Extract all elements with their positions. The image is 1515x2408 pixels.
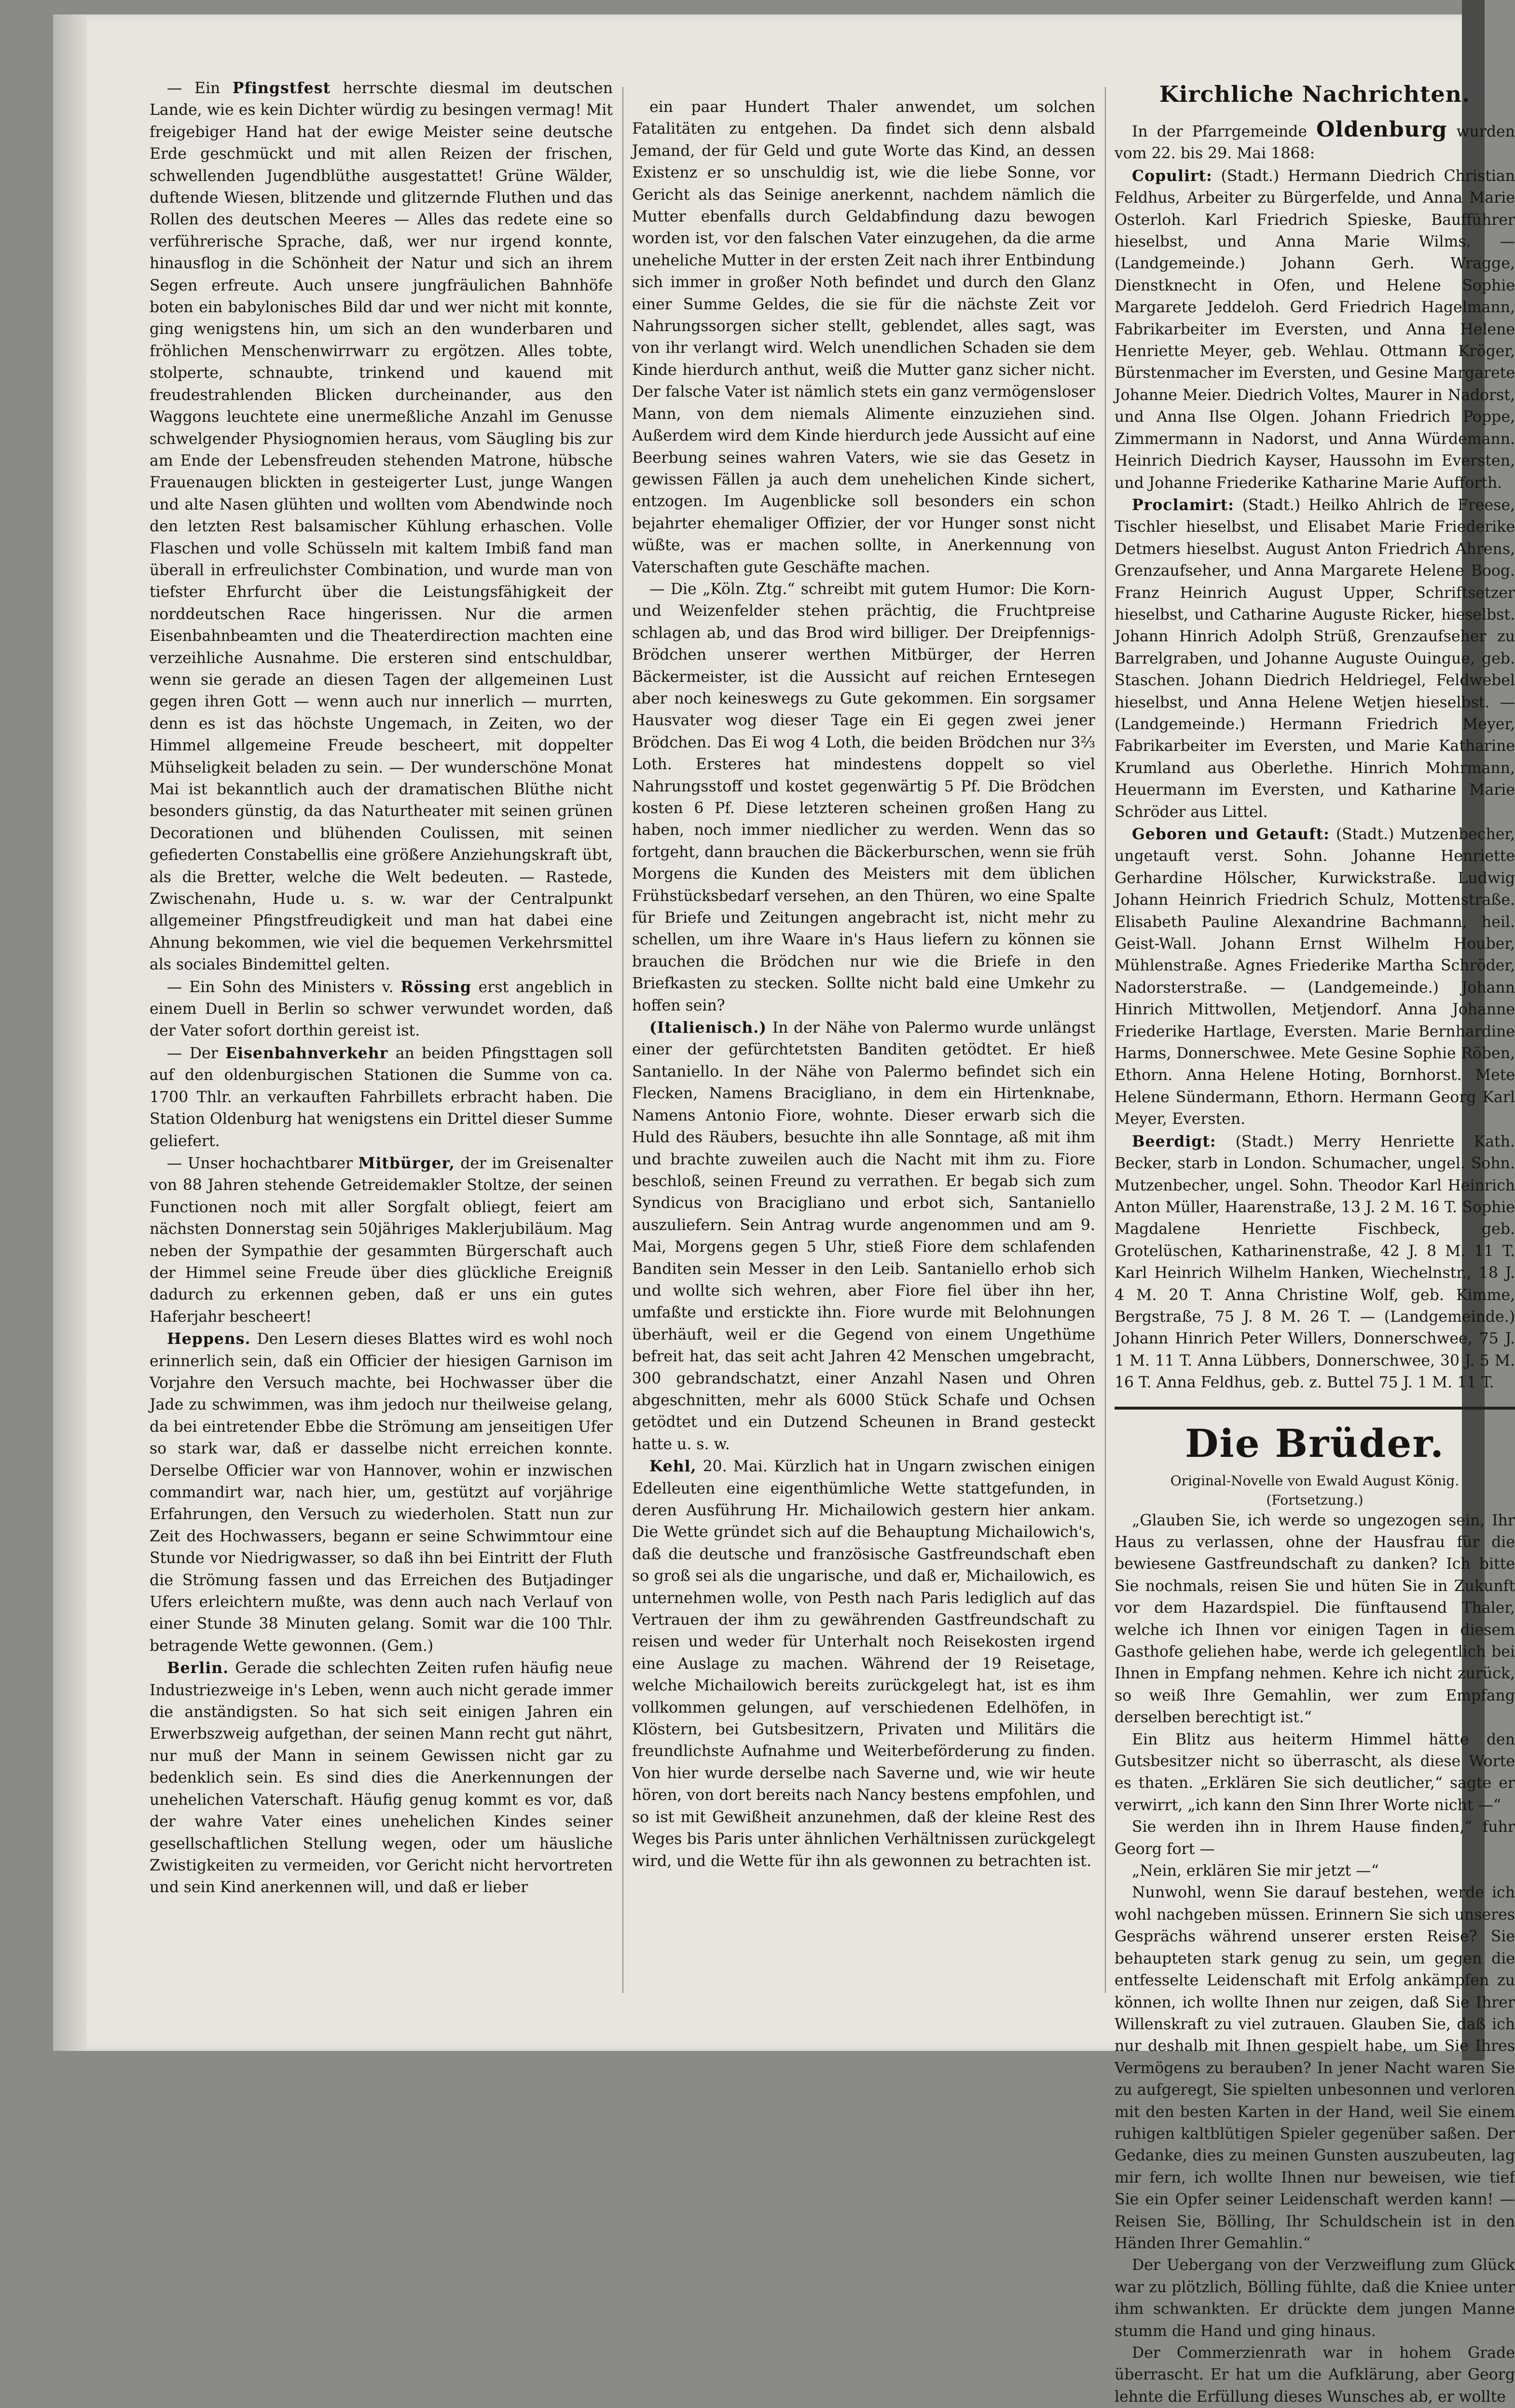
record-label: Copulirt: xyxy=(1132,166,1212,185)
article-keyword: Eisenbahnverkehr xyxy=(225,1044,388,1062)
article-keyword: Pfingstfest xyxy=(232,79,331,97)
novel-paragraph: Ein Blitz aus heiterm Himmel hätte den Gutsbesitzer nicht so überrascht, als diese Worte es thaten. „Erklären Sie sich deutlicher,“ sagte er verwirrt, „ich kann den Sinn Ihrer Worte nicht —“ xyxy=(1115,1730,1515,1814)
section-heading-church-news: Kirchliche Nachrichten. xyxy=(1159,81,1471,107)
article-text: 20. Mai. Kürzlich hat in Ungarn zwischen einigen Edelleuten eine eigenthümliche Wette stattgefunden, in deren Ausführung Hr. Michailowich gestern hier ankam. Die Wette gründet sich auf die Behauptung Michailowich's, daß die deutsche und französische Gastfreundschaft eben so groß sei als die ungarische, und daß er, Michailowich, es unternehmen wolle, von Pesth nach Paris lediglich auf das Vertrauen der ihm zu gewährenden Gastfreundschaft zu reisen und weder für Unterhalt noch Reisekosten irgend eine Auslage zu machen. Während der 19 Reisetage, welche Michailowich bereits zurückgelegt hat, ist es ihm vollkommen gelungen, auf verschiedenen Edelhöfen, in Klöstern, bei Gutsbesitzern, Privaten und Militärs die freundlichste Aufnahme und Weiterbeförderung zu finden. Von hier wurde derselbe nach Saverne und, wie wir heute hören, von dort bereits nach Nancy bestens empfohlen, und so ist mit Gewißheit anzunehmen, daß der kleine Rest des Weges bis Paris unter ähnlichen Verhältnissen zurückgelegt wird, und die Wette für ihn als gewonnen zu betrachten ist. xyxy=(632,1458,1095,1870)
newspaper-page xyxy=(53,14,1515,2406)
column-church-news xyxy=(1115,77,1515,2406)
church-record-entry xyxy=(1115,494,1515,823)
article-keyword: Berlin. xyxy=(167,1659,229,1677)
article-keyword: Kehl, xyxy=(649,1457,697,1476)
column-rule xyxy=(1105,87,1106,1993)
article-text: schreibt mit gutem Humor: Die Korn- und Weizenfelder stehen prächtig, die Fruchtpreise schlagen ab, und das Brod wird billiger. Der Dreipfennigs-Brödchen unserer werthen Mitbürger, der Herren Bäckermeister, ist die Aussicht auf reichen Erntesegen aber noch keineswegs zu Gute gekommen. Ein sorgsamer Hausvater wog dieser Tage ein Ei gegen zwei jener Brödchen. Das Ei wog 4 Loth, die beiden Brödchen nur 3⅔ Loth. Ersteres hat mindestens doppelt so viel Nahrungsstoff und kostet gegenwärtig 5 Pf. Die Brödchen kosten 6 Pf. Diese letzteren scheinen großen Hang zu haben, noch immer niedlicher zu werden. Wenn das so fortgeht, dann brauchen die Bäckerburschen, wenn sie früh Morgens die Kunden des Meisters mit dem üblichen Frühstücksbedarf versehen, an den Thüren, wo eine Spalte für Briefe und Zeitungen angebracht ist, nicht mehr zu schellen, um ihre Waare in's Haus liefern zu können sie brauchen die Brödchen nur wie die Briefe in den Briefkasten zu stecken. Sollte nicht bald eine Umkehr zu hoffen sein? xyxy=(632,580,1096,1014)
article-lead: — Unser hochachtbarer xyxy=(167,1154,353,1172)
place-name: Oldenburg xyxy=(1316,117,1447,142)
article-lead: — Der xyxy=(167,1044,218,1062)
article-text: In der Nähe von Palermo wurde unlängst einer der gefürchtetsten Banditen getödtet. Er hieß Santaniello. In der Nähe von Palermo befindet sich ein Flecken, Namens Bracigliano, in dem ein Hirtenknabe, Namens Antonio Fiore, wohnte. Dieser erwarb sich die Huld des Räubers, besuchte ihn alle Sonntage, aß mit ihm und brachte zuweilen auch die Nacht mit ihm zu. Fiore beschloß, seinen Freund zu verrathen. Er begab sich zum Syndicus von Bracigliano und erbot sich, Santaniello auszuliefern. Sein Antrag wurde angenommen und am 9. Mai, Morgens gegen 5 Uhr, stieß Fiore dem schlafenden Banditen sein Messer in den Leib. Santaniello erhob sich und wollte sich wehren, aber Fiore fiel über ihn her, umfaßte und erstickte ihn. Fiore wurde mit Belohnungen überhäuft, weil er die Gegend von einem Ungethüme befreit hat, das seit acht Jahren 42 Menschen umgebracht, 300 gebrandschatzt, einer Anzahl Nasen und Ohren abgeschnitten, mehr als 6000 Stück Schafe und Ochsen getödtet und ein Dutzend Scheunen in Brand gesteckt hatte u. s. w. xyxy=(632,1019,1096,1453)
article-text: der im Greisenalter von 88 Jahren stehende Getreidemakler Stoltze, der seinen Functionen noch mit aller Sorgfalt obliegt, feiert am nächsten Donnerstag sein 50jähriges Maklerjubiläum. Mag neben der Sympathie der gesammten Bürgerschaft auch der Himmel seine Freude über dies glückliche Ereigniß dadurch zu erkennen geben, daß er uns ein gutes Haferjahr bescheert! xyxy=(150,1154,613,1326)
record-text: (Stadt.) Hermann Diedrich Christian Feldhus, Arbeiter zu Bürgerfelde, und Anna Marie Osterloh. Karl Friedrich Spieske, Baufführer hieselbst, und Anna Marie Wilms. — (Landgemeinde.) Johann Gerh. Wragge, Dienstknecht in Ofen, und Helene Sophie Margarete Jeddeloh. Gerd Friedrich Hagelmann, Fabrikarbeiter im Eversten, und Anna Helene Henriette Meyer, geb. Wehlau. Ottmann Kröger, Bürstenmacher im Eversten, und Gesine Margarete Johanne Meier. Diedrich Voltes, Maurer in Nadorst, und Anna Ilse Olgen. Johann Friedrich Poppe, Zimmermann in Nadorst, und Anna Würdemann. Heinrich Diedrich Kayser, Haussohn im Eversten, und Johanne Friederike Katharine Marie Aufforth. xyxy=(1115,167,1515,492)
article-keyword: Heppens. xyxy=(167,1330,251,1348)
column-news-continued xyxy=(632,97,1095,2046)
church-record-entry xyxy=(1115,823,1515,1131)
record-label: Proclamirt: xyxy=(1132,496,1234,514)
article-paragraph xyxy=(632,97,1095,579)
article-paragraph xyxy=(632,579,1095,1017)
article-paragraph xyxy=(150,77,613,976)
church-record-entry xyxy=(1115,165,1515,494)
article-text: erst angeblich in einem Duell in Berlin so schwer verwundet worden, daß der Vater sofort dorthin gereist ist. xyxy=(150,978,613,1040)
article-text: Den Lesern dieses Blattes wird es wohl noch erinnerlich sein, daß ein Officier der hiesigen Garnison im Vorjahre den Versuch machte, bei Hochwasser über die Jade zu schwimmen, was ihm jedoch nur theilweise gelang, da bei eintretender Ebbe die Strömung am jenseitigen Ufer so stark war, daß er dasselbe nicht erreichen konnte. Derselbe Officier war von Hannover, wohin er inzwischen commandirt war, nach hier, um, gestützt auf vorjährige Erfahrungen, den Versuch zu wiederholen. Statt nun zur Zeit des Hochwassers, begann er seine Schwimmtour eine Stunde vor Niedrigwasser, so daß ihn bei Eintritt der Fluth die Strömung fassen und das Erreichen des Butjadinger Ufers erleichtern mußte, was denn auch nach Verlauf von einer Stunde 38 Minuten gelang. Somit war die 100 Thlr. betragende Wette gewonnen. (Gem.) xyxy=(150,1330,613,1655)
record-text: (Stadt.) Heilko Ahlrich de Freese, Tischler hieselbst, und Elisabet Marie Friederike Detmers hieselbst. August Anton Friedrich Ahrens, Grenzaufseher, und Anna Margarete Helene Boog. Franz Heinrich August Upper, Schriftsetzer hieselbst, und Catharine Auguste Ricker, hieselbst. Johann Hinrich Adolph Strüß, Grenzaufseher zu Barrelgraben, und Johanne Auguste Ouingue, geb. Staschen. Johann Diedrich Heldriegel, Feldwebel hieselbst, und Anna Helene Wetjen hieselbst. — (Landgemeinde.) Hermann Friedrich Meyer, Fabrikarbeiter im Eversten, und Marie Katharine Krumland aus Oberlethe. Hinrich Mohrmann, Heuermann im Eversten, und Katharine Marie Schröder aus Littel. xyxy=(1115,496,1515,821)
novel-paragraph: Der Uebergang von der Verzweiflung zum Glück war zu plötzlich, Bölling fühlte, daß die Kniee unter ihm schwankten. Er drückte dem jungen Manne stumm die Hand und ging hinaus. xyxy=(1115,2256,1515,2340)
record-text: (Stadt.) Merry Henriette Kath. Becker, starb in London. Schumacher, ungel. Sohn. Mutzenbecher, ungel. Sohn. Theodor Karl Heinrich Anton Müller, Haarenstraße, 13 J. 2 M. 16 T. Sophie Magdalene Henriette Fischbeck, geb. Grotelüschen, Katharinenstraße, 42 J. 8 M. 11 T. Karl Heinrich Wilhelm Hanken, Wiechelnstr., 18 J. 4 M. 20 T. Anna Christine Wolf, geb. Kimme, Bergstraße, 75 J. 8 M. 26 T. — (Landgemeinde.) Johann Hinrich Peter Willers, Donnerschwee, 75 J. 1 M. 11 T. Anna Lübbers, Donnerschwee, 30 J. 5 M. 16 T. Anna Feldhus, geb. z. Buttel 75 J. 1 M. 11 T. xyxy=(1115,1133,1515,1392)
column-local-news xyxy=(150,77,613,2027)
column-rule xyxy=(622,87,623,1993)
church-record-entry xyxy=(1115,1131,1515,1394)
article-keyword: Rössing xyxy=(400,978,471,996)
article-lead: — Ein Sohn des Ministers v. xyxy=(167,978,394,996)
record-text: (Stadt.) Mutzenbecher, ungetauft verst. Sohn. Johanne Henriette Gerhardine Hölscher, Kurwickstraße. Ludwig Johann Heinrich Friedrich Schulz, Mottenstraße. Elisabeth Pauline Alexandrine Bachmann, heil. Geist-Wall. Johann Ernst Wilhelm Houber, Mühlenstraße. Agnes Friederike Martha Schröder, Nadorsterstraße. — (Landgemeinde.) Johann Hinrich Mittwollen, Metjendorf. Anna Johanne Friederike Hartlage, Eversten. Marie Bernhardine Harms, Donnerschwee. Mete Gesine Sophie Röben, Ethorn. Anna Helene Hoting, Bornhorst. Mete Helene Sündermann, Ethorn. Hermann Georg Karl Meyer, Eversten. xyxy=(1115,826,1515,1128)
novel-continuation: (Fortsetzung.) xyxy=(1266,1492,1364,1508)
novel-subtitle: Original-Novelle von Ewald August König. xyxy=(1170,1472,1460,1489)
article-lead: — Ein xyxy=(167,80,220,97)
article-paragraph xyxy=(632,1017,1095,1455)
article-paragraph xyxy=(150,1657,613,1898)
article-paragraph xyxy=(150,976,613,1042)
church-records xyxy=(1115,165,1515,1394)
article-paragraph xyxy=(632,1455,1095,1872)
article-paragraph xyxy=(150,1152,613,1328)
novel-paragraph: Sie werden ihn in Ihrem Hause finden,“ fuhr Georg fort — xyxy=(1115,1818,1515,1858)
section-divider xyxy=(1115,1407,1515,1410)
novel-paragraph: „Nein, erklären Sie mir jetzt —“ xyxy=(1132,1862,1379,1880)
article-keyword: Mitbürger, xyxy=(358,1154,455,1172)
page-gutter xyxy=(53,14,87,2051)
novel-text xyxy=(1115,1510,1515,2408)
article-text: herrschte diesmal im deutschen Lande, wie es kein Dichter würdig zu besingen vermag! Mit freigebiger Hand hat der ewige Meister seine deutsche Erde geschmückt und mit allen Reizen der frischen, schwellenden Jugendblüthe ausgestattet! Grüne Wälder, duftende Wiesen, blitzende und glitzernde Fluthen und das Rollen des deutschen Meeres — Alles das redete eine so verführerische Sprache, daß, wer nur irgend konnte, hinausflog in die Schönheit der Natur und sich an ihrem Segen erfreute. Auch unsere jungfräulichen Bahnhöfe boten ein babylonisches Bild dar und wer nicht mit konnte, ging wenigstens hin, um sich an den wunderbaren und fröhlichen Menschenwirrwarr zu ergötzen. Alles tobte, stolperte, schnaubte, trinkend und kauend mit freudestrahlenden Blicken durcheinander, aus den Waggons leuchtete eine unermeßliche Anzahl im Genusse schwelgender Physiognomien heraus, vom Säugling bis zur am Ende der Lebensfreuden stehenden Matrone, hübsche Frauenaugen blickten in gesteigerter Lust, junge Wangen und alte Nasen glühten und wollten vom Abendwinde noch den letzten Rest balsamischer Kühlung erhaschen. Volle Flaschen und volle Schüsseln mit kaltem Imbiß fand man überall in erfreulichster Combination, und wurde man von tiefster Ehrfurcht über die Leistungsfähigkeit der norddeutschen Race hingerissen. Nur die armen Eisenbahnbeamten und die Theaterdirection machten eine verzeihliche Ausnahme. Die ersteren sind entschuldbar, wenn sie gerade an diesen Tagen der allgemeinen Lust gegen ihren Gott — wenn auch nur innerlich — murrten, denn es ist das höchste Ungemach, in Zeiten, wo der Himmel allgemeine Freude bescheert, mit doppelter Mühseligkeit beladen zu sein. — Der wunderschöne Monat Mai ist bekanntlich auch der dramatischen Blüthe nicht besonders günstig, da das Naturtheater mit seinen grünen Decorationen und blühenden Coulissen, mit seinen gefiederten Constabellis eine größere Anziehungskraft übt, als die Bretter, welche die Welt bedeuten. — Rastede, Zwischenahn, Hude u. s. w. war der Centralpunkt allgemeiner Pfingstfreudigkeit und man hat dabei eine Ahnung bekommen, wie viel die bequemen Verkehrsmittel als sociales Bindemittel gelten. xyxy=(150,80,613,974)
article-text: ein paar Hundert Thaler anwendet, um solchen Fatalitäten zu entgehen. Da findet sich denn alsbald Jemand, der für Geld und gute Worte das Kind, an dessen Existenz er so unschuldig ist, wie die liebe Sonne, vor Gericht als das Seinige anerkennt, nachdem nämlich die Mutter ebenfalls durch Geldabfindung dazu bewogen worden ist, vor den falschen Vater einzugehen, da die arme uneheliche Mutter in der ersten Zeit nach ihrer Entbindung sich immer in großer Noth befindet und durch den Glanz einer Summe Geldes, die sie für die nächste Zeit vor Nahrungssorgen sicher stellt, geblendet, alles sagt, was von ihr verlangt wird. Welch unendlichen Schaden sie dem Kinde hierdurch anthut, weiß die Mutter ganz sicher nicht. Der falsche Vater ist nämlich stets ein ganz vermögensloser Mann, von dem niemals Alimente einzuziehen sind. Außerdem wird dem Kinde hierdurch jede Aussicht auf eine Beerbung seines wahren Vaters, wie sie das Gesetz in gewissen Fällen ja auch dem unehelichen Kinde sichert, entzogen. Im Augenblicke soll besonders ein schon bejahrter ehemaliger Offizier, der vor Hunger sonst nicht wüßte, was er machen sollte, in Anerkennung von Vaterschaften gute Geschäfte machen. xyxy=(632,98,1095,576)
article-text: an beiden Pfingsttagen soll auf den oldenburgischen Stationen die Summe von ca. 1700 Thlr. an verkauften Fahrbillets erbracht haben. Die Station Oldenburg hat wenigstens ein Drittel dieser Summe geliefert. xyxy=(150,1044,613,1150)
record-label: Beerdigt: xyxy=(1132,1132,1216,1150)
novel-paragraph: Nunwohl, wenn Sie darauf bestehen, werde ich wohl nachgeben müssen. Erinnern Sie sich unseres Gesprächs während unserer ersten Reise? Sie behaupteten stark genug zu sein, um gegen die entfesselte Leidenschaft mit Erfolg ankämpfen zu können, ich wollte Ihnen nur zeigen, daß Sie Ihrer Willenskraft zu viel zutrauen. Glauben Sie, daß ich nur deshalb mit Ihnen gespielt habe, um Sie Ihres Vermögens zu berauben? In jener Nacht waren Sie zu aufgeregt, Sie spielten unbesonnen und verloren mit den besten Karten in der Hand, weil Sie einem ruhigen kaltblütigen Spieler gegenüber saßen. Der Gedanke, dies zu meinen Gunsten auszubeuten, lag mir fern, ich wollte Ihnen nur beweisen, wie tief Sie ein Opfer seiner Leidenschaft werden kann! — Reisen Sie, Bölling, Ihr Schuldschein ist in den Händen Ihrer Gemahlin.“ xyxy=(1115,1884,1515,2252)
novel-paragraph: Der Commerzienrath war in hohem Grade überrascht. Er hat um die Aufklärung, aber Georg lehnte die Erfüllung dieses Wunsches ab, er wollte xyxy=(1115,2344,1515,2406)
article-paragraph xyxy=(150,1042,613,1152)
article-lead: — Die „Köln. Ztg.“ xyxy=(649,580,795,598)
novel-paragraph: „Glauben Sie, ich werde so ungezogen sein, Ihr Haus zu verlassen, ohne der Hausfrau für die bewiesene Gastfreundschaft zu danken? Ich bitte Sie nochmals, reisen Sie und hüten Sie in Zukunft vor dem Hazardspiel. Die fünftausend Thaler, welche ich Ihnen vor einigen Tagen in diesem Gasthofe geliehen habe, werde ich gelegentlich bei Ihnen in Empfang nehmen. Kehre ich nicht zurück, so weiß Ihre Gemahlin, wer zum Empfang derselben berechtigt ist.“ xyxy=(1115,1511,1515,1727)
church-intro: In der Pfarrgemeinde Oldenburg wurden vom 22. bis 29. Mai 1868: xyxy=(1115,117,1515,163)
article-paragraph xyxy=(150,1328,613,1657)
record-label: Geboren und Getauft: xyxy=(1132,825,1330,843)
article-text: Gerade die schlechten Zeiten rufen häufig neue Industriezweige in's Leben, wenn auch nicht gerade immer die anständigsten. So hat sich seit einigen Jahren ein Erwerbszweig aufgethan, der seinen Mann recht gut nährt, nur muß der Mann in seinem Gewissen nicht gar zu bedenklich sein. Es sind dies die Anerkennungen der unehelichen Vaterschaft. Häufig genug kommt es vor, daß der wahre Vater eines unehelichen Kindes seiner gesellschaftlichen Stellung wegen, oder um häusliche Zwistigkeiten zu vermeiden, vor Gericht nicht hervortreten und sein Kind anerkennen will, und daß er lieber xyxy=(150,1660,613,1896)
novel-title: Die Brüder. xyxy=(1185,1420,1445,1466)
article-keyword: (Italienisch.) xyxy=(649,1019,767,1037)
